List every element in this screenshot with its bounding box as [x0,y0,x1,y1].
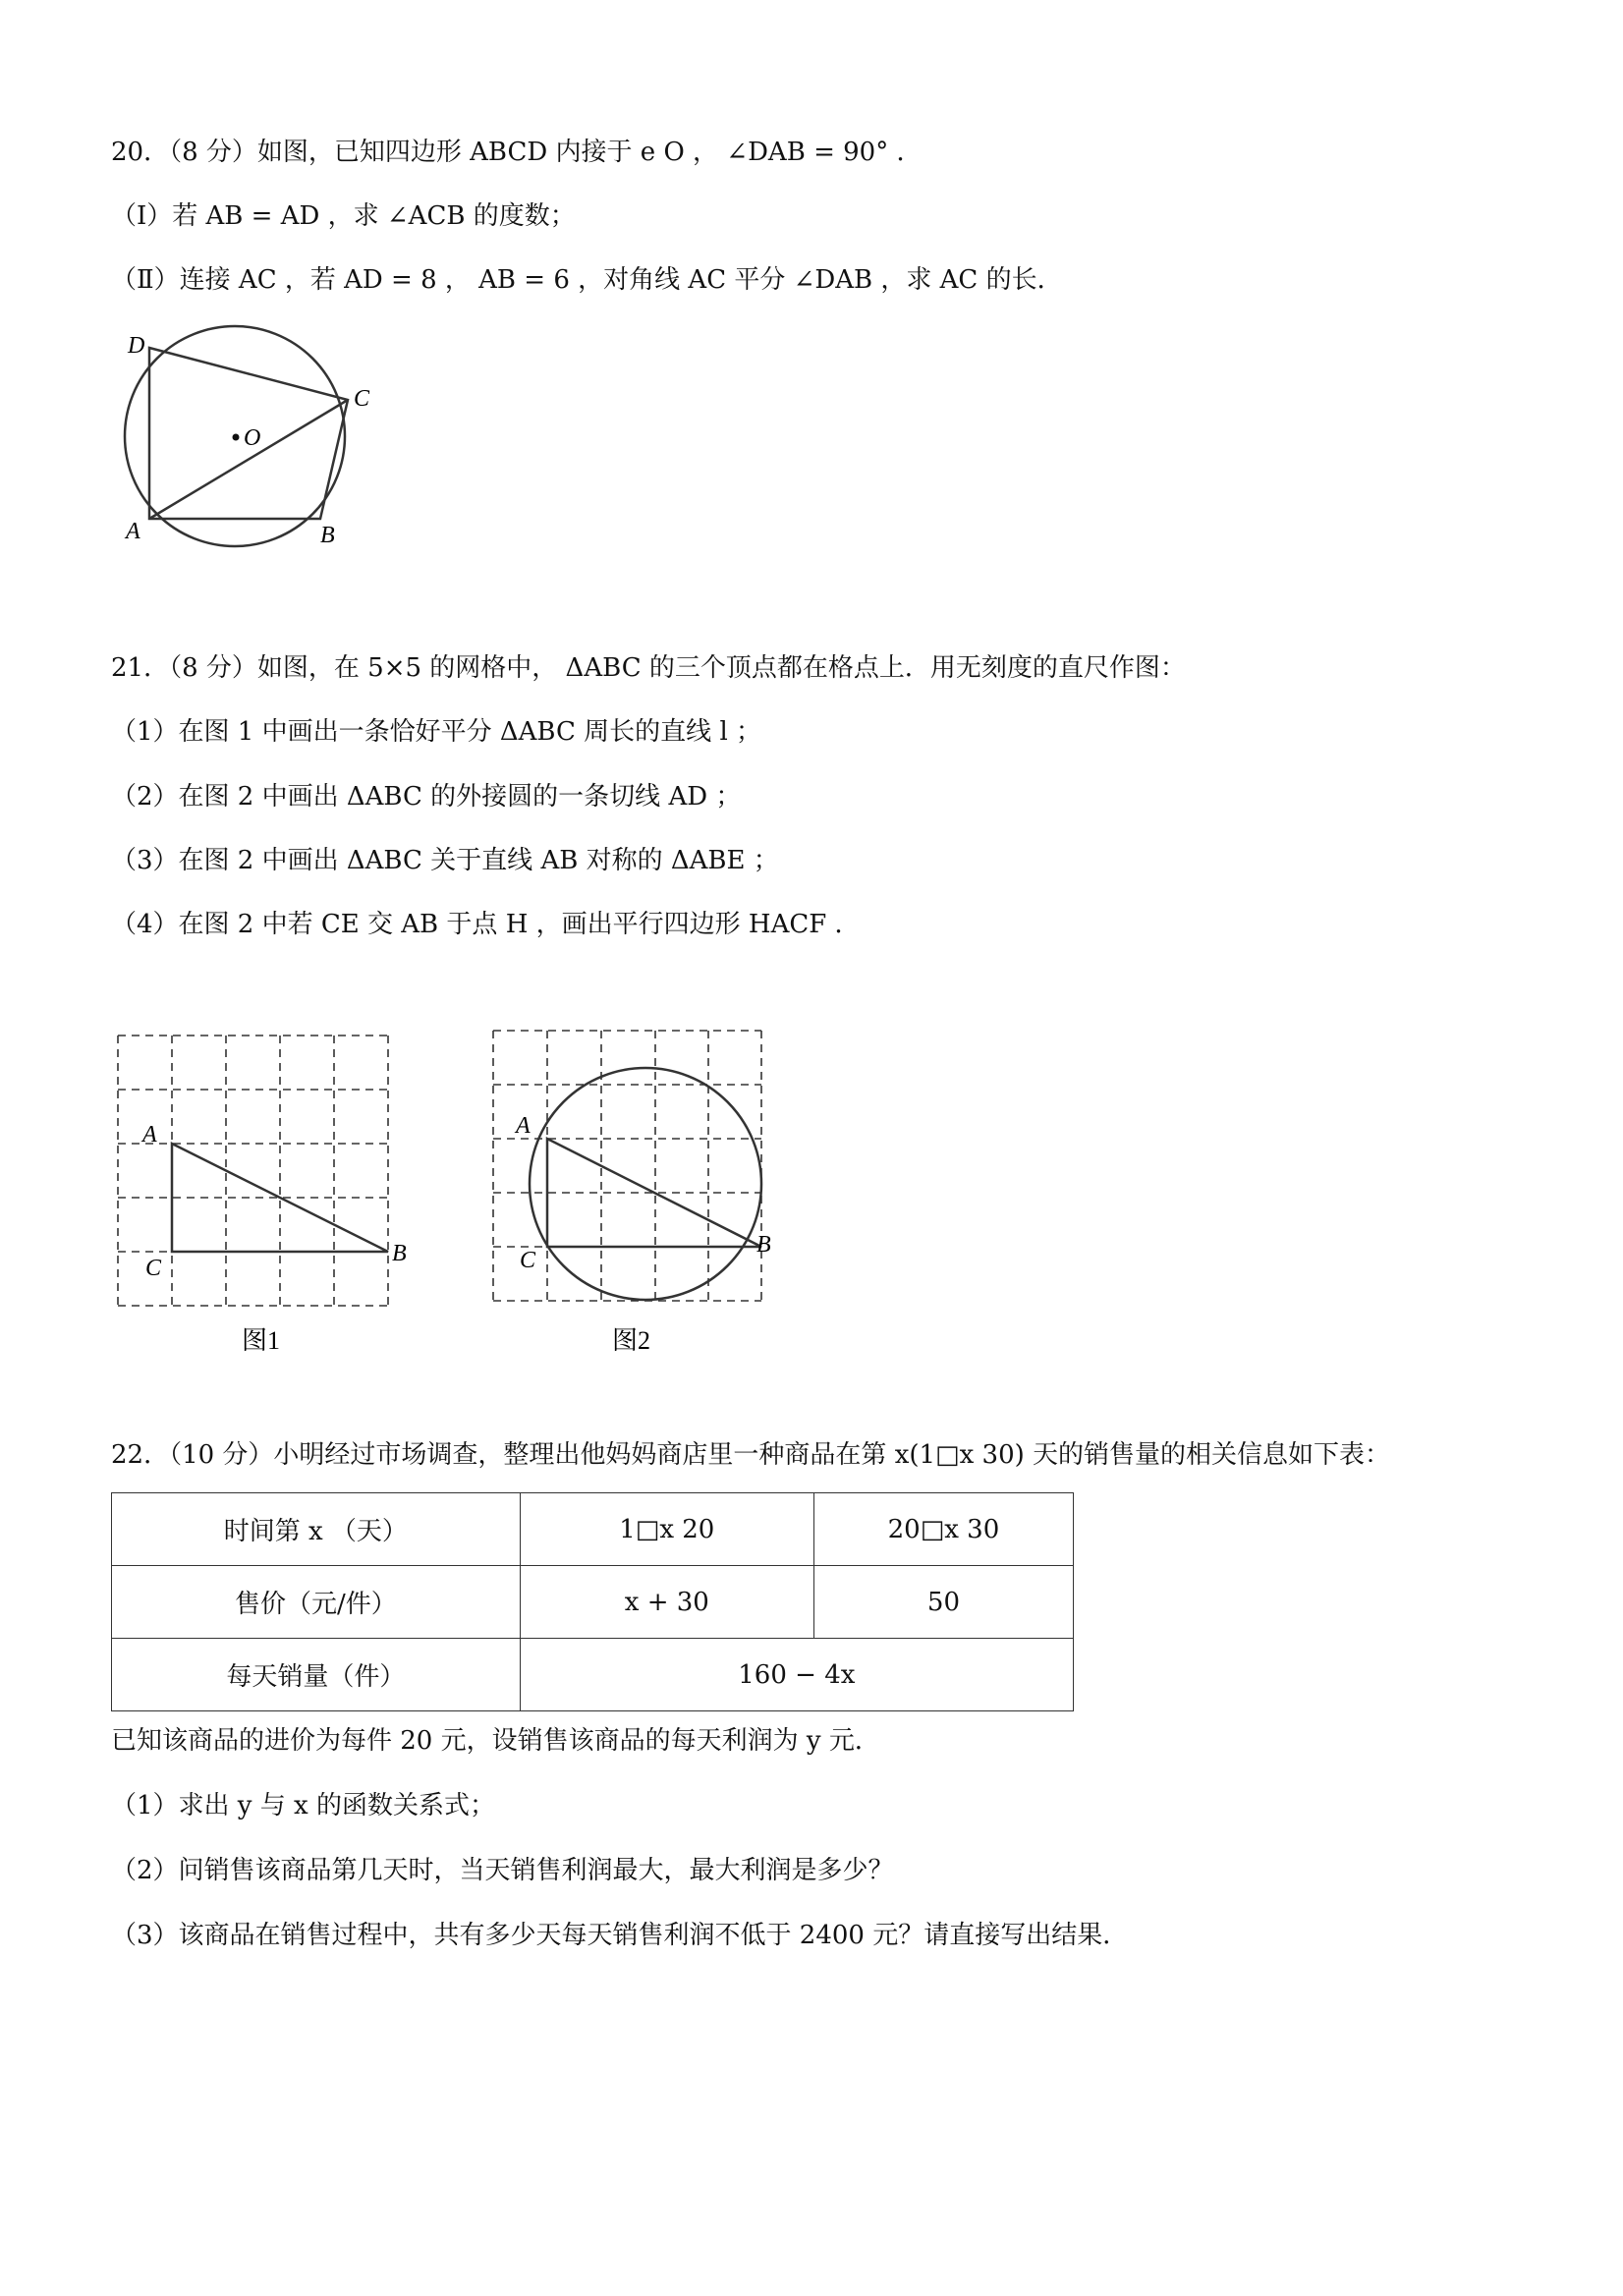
fig1-caption: 图1 [242,1326,281,1355]
table-cell: 时间第 x （天） [112,1493,521,1566]
label-o: O [244,425,261,451]
q21-part4: （4）在图 2 中若 CE 交 AB 于点 H ，画出平行四边形 HACF ． [111,910,861,939]
q22-note: 已知该商品的进价为每件 20 元，设销售该商品的每天利润为 y 元． [111,1726,880,1756]
label-a: A [126,519,140,544]
q22-part3: （3）该商品在销售过程中，共有多少天每天销售利润不低于 2400 元？请直接写出结果． [111,1921,1129,1950]
fig2-caption: 图2 [612,1326,651,1355]
q22-table [111,1492,1074,1711]
q21-part2: （2）在图 2 中画出 ΔABC 的外接圆的一条切线 AD ； [111,782,742,812]
q21-figure-1 [98,1022,432,1366]
fig2-label-c: C [520,1248,536,1273]
label-c: C [354,386,370,412]
q22-title: 22．（10 分）小明经过市场调查，整理出他妈妈商店里一种商品在第 x(1□x 30) 天的销售量的相关信息如下表： [111,1440,1391,1470]
q22-part1: （1）求出 y 与 x 的函数关系式； [111,1791,495,1820]
diagonal-ac [149,400,348,519]
label-b: B [320,523,335,548]
center-point-o [233,434,240,441]
q20-part2: （Ⅱ）连接 AC ，若 AD = 8 ， AB = 6 ，对角线 AC 平分 ∠DAB ，求 AC 的长． [111,265,1063,295]
table-cell: x + 30 [520,1566,813,1639]
label-d: D [128,333,145,359]
table-cell: 1□x 20 [520,1493,813,1566]
fig2-label-a: A [516,1113,531,1139]
table-cell: 50 [813,1566,1073,1639]
q20-part1: （Ⅰ）若 AB = AD ，求 ∠ACB 的度数； [111,201,576,231]
table-cell: 售价（元/件） [112,1566,521,1639]
q21-part3: （3）在图 2 中画出 ΔABC 关于直线 AB 对称的 ΔABE ； [111,846,779,875]
fig1-label-a: A [142,1122,157,1148]
q21-part1: （1）在图 1 中画出一条恰好平分 ΔABC 周长的直线 l ； [111,717,762,747]
fig1-label-c: C [145,1256,162,1281]
table-row [112,1639,1074,1711]
q20-figure [108,319,403,565]
q20-title: 20．（8 分）如图，已知四边形 ABCD 内接于 e O ， ∠DAB = 90° ． [111,138,923,167]
q21-figure-2 [476,1017,811,1366]
table-row [112,1566,1074,1639]
fig1-label-b: B [392,1241,407,1266]
q22-part2: （2）问销售该商品第几天时，当天销售利润最大，最大利润是多少？ [111,1856,894,1885]
table-cell: 160 − 4x [520,1639,1073,1711]
q21-title: 21．（8 分）如图，在 5×5 的网格中， ΔABC 的三个顶点都在格点上．用无刻度的直尺作图： [111,653,1186,683]
fig2-label-b: B [756,1232,771,1258]
table-row [112,1493,1074,1566]
circumcircle-abc [530,1068,761,1300]
table-cell: 20□x 30 [813,1493,1073,1566]
table-cell: 每天销量（件） [112,1639,521,1711]
